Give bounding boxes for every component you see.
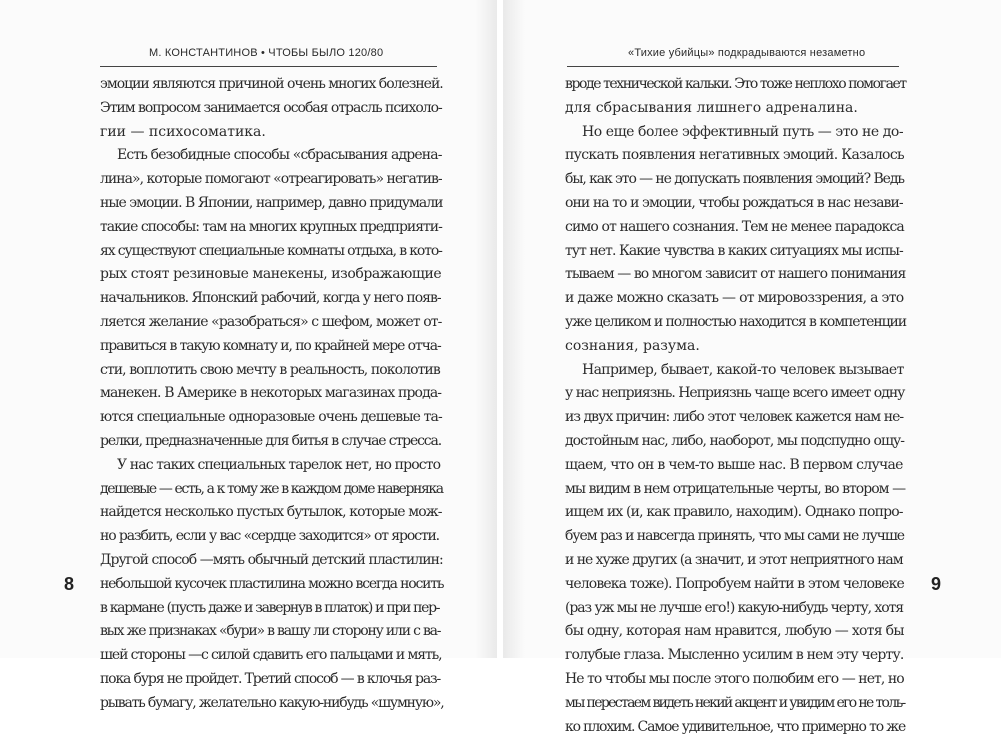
- text-line: буем раз и навсегда принять, что мы сами не лучше: [565, 528, 904, 545]
- text-line: У нас таких специальных тарелок нет, но просто: [117, 456, 441, 473]
- text-line: Не то чтобы мы после этого полюбим его — нет, но: [565, 670, 904, 687]
- text-line: симо от нашего сознания. Тем не менее парадокса: [565, 218, 904, 235]
- text-line: у нас неприязнь. Неприязнь чаще всего имеет одну: [565, 385, 905, 402]
- text-line: ях существуют специальные комнаты отдыха, в кото-: [100, 242, 442, 259]
- right-page-body: [565, 73, 907, 739]
- page-number: 9: [931, 574, 942, 594]
- text-line: сознания, разума.: [565, 337, 700, 354]
- text-line: они на то и эмоции, чтобы рождаться в нас незави-: [565, 194, 903, 211]
- text-line: щаем, что он в чем-то выше нас. В первом случае: [565, 456, 903, 473]
- page-number: 8: [64, 574, 75, 594]
- text-line: вых же признаках «бури» в вашу ли сторону или с ва-: [100, 623, 441, 640]
- gutter-shadow: [475, 0, 497, 658]
- text-line: шей стороны —с силой сдавить его пальцами и мять,: [100, 647, 442, 664]
- text-line: (раз уж мы не лучше его!) какую-нибудь черту, хотя: [565, 599, 904, 616]
- text-line: вроде технической кальки. Это тоже неплохо помогает: [565, 76, 906, 92]
- text-line: манекен. В Америке в некоторых магазинах прода-: [100, 385, 442, 402]
- text-line: пускать появления негативных эмоций. Казалось: [565, 147, 904, 164]
- text-line: небольшой кусочек пластилина можно всегда носить: [100, 575, 444, 592]
- text-line: и даже можно сказать — от мировоззрения, а это: [565, 290, 904, 307]
- text-line: тут нет. Какие чувства в каких ситуациях мы испы-: [565, 242, 903, 259]
- text-line: бы, как это — не допускать появления эмоций? Ведь: [565, 171, 904, 188]
- text-line: Другой способ —мять обычный детский пластилин:: [100, 551, 443, 568]
- text-line: ные эмоции. В Японии, например, давно придумали: [100, 194, 443, 211]
- text-line: Есть безобидные способы «сбрасывания адрена-: [117, 147, 442, 164]
- running-head-chapter-title: «Тихие убийцы» подкрадываются незаметно: [628, 47, 866, 59]
- text-line: и не хуже других (а значит, и этот неприятного нам: [565, 551, 903, 568]
- text-line: пока буря не пройдет. Третий способ — в клочья раз-: [100, 670, 441, 687]
- text-line: лина», которые помогают «отреагировать» негатив-: [100, 171, 442, 188]
- text-line: найдется несколько пустых бутылок, которые мож-: [100, 504, 442, 521]
- text-line: ищем их (и, как правило, находим). Однако попро-: [565, 504, 903, 521]
- text-line: человека тоже). Попробуем найти в этом человеке: [565, 575, 904, 592]
- text-line: мы видим в нем отрицательные черты, во втором —: [565, 480, 906, 497]
- text-line: начальников. Японский рабочий, когда у него появ-: [100, 290, 441, 307]
- text-line: такие способы: там на многих крупных предприяти-: [100, 218, 442, 235]
- text-line: Этим вопросом занимается особая отрасль психоло-: [100, 99, 442, 116]
- text-line: тываем — во многом зависит от нашего понимания: [565, 266, 906, 283]
- left-page-body: [100, 73, 444, 716]
- right-page: [503, 0, 1001, 735]
- text-line: Например, бывает, какой-то человек вызывает: [582, 361, 904, 378]
- text-line: для сбрасывания лишнего адреналина.: [565, 99, 858, 116]
- text-line: дешевые — есть, а к тому же в каждом доме наверняка: [100, 480, 443, 497]
- text-line: релки, предназначенные для битья в случае стресса.: [100, 432, 442, 449]
- text-line: сти, воплотить свою мечту в реальность, поколотив: [100, 361, 440, 378]
- text-line: гии — психосоматика.: [100, 123, 266, 140]
- text-line: голубые глаза. Мысленно усилим в нем эту черту.: [565, 647, 904, 664]
- text-line: ются специальные одноразовые очень дешевые та-: [100, 409, 442, 426]
- text-line: Но еще более эффективный путь — это не до-: [582, 123, 904, 140]
- text-line: ляется желание «разобраться» с шефом, может от-: [100, 313, 442, 330]
- text-line: рых стоят резиновые манекены, изображающие: [100, 266, 442, 283]
- left-page: [0, 0, 497, 711]
- text-line: из двух причин: либо этот человек кажется нам не-: [565, 409, 904, 426]
- text-line: ко плохим. Самое удивительное, что примерно то же: [565, 718, 906, 735]
- header-rule: [100, 66, 437, 67]
- text-line: бы одну, которая нам нравится, любую — хотя бы: [565, 623, 904, 640]
- running-head-author-title: М. КОНСТАНТИНОВ • ЧТОБЫ БЫЛО 120/80: [149, 47, 384, 59]
- text-line: рывать бумагу, желательно какую-нибудь «шумную»,: [100, 694, 444, 711]
- text-line: правиться в такую комнату и, по крайней мере отча-: [100, 337, 441, 354]
- text-line: эмоции являются причиной очень многих болезней.: [100, 76, 443, 92]
- gutter-shadow: [503, 0, 525, 658]
- header-rule: [567, 66, 899, 67]
- text-line: уже целиком и полностью находится в компетенции: [565, 313, 907, 330]
- text-line: в кармане (пусть даже и завернув в платок) и при пер-: [100, 599, 440, 616]
- text-line: но разбить, если у вас «сердце заходится» от ярости.: [100, 528, 439, 545]
- text-line: достойным нас, либо, наоборот, мы подспудно ощу-: [565, 432, 905, 449]
- text-line: мы перестаем видеть некий акцент и увидим его не толь-: [565, 694, 905, 711]
